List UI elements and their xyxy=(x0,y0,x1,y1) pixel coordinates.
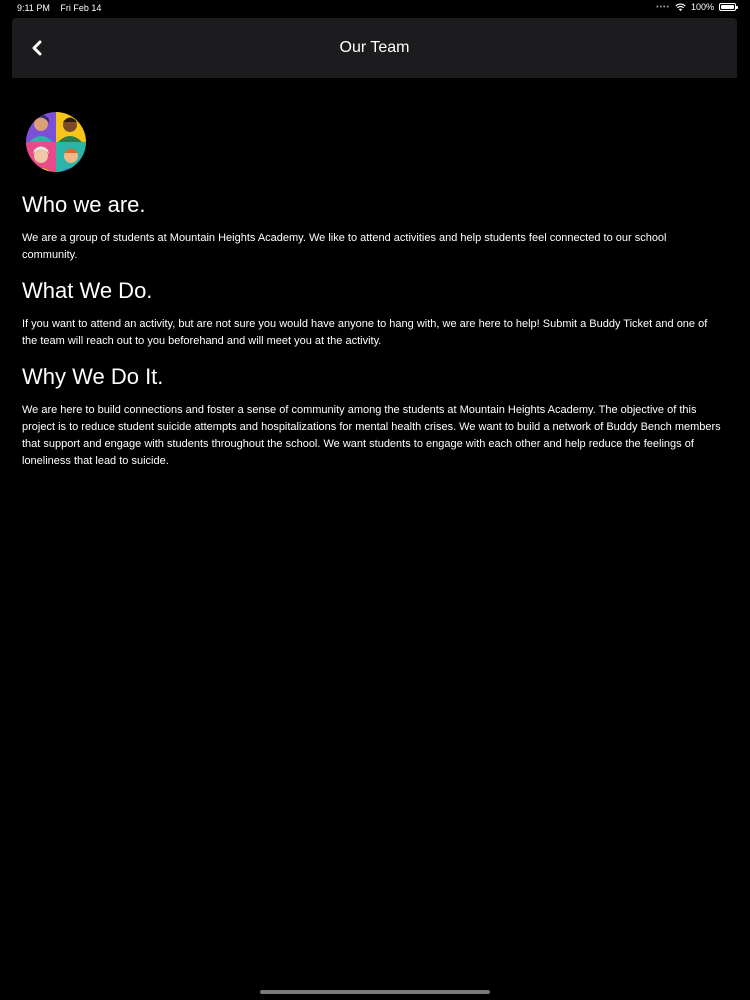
home-indicator[interactable] xyxy=(260,990,490,994)
content xyxy=(22,108,722,470)
battery-label: 100% xyxy=(690,2,714,12)
status-time: 9:11 PM xyxy=(17,3,50,13)
status-date: Fri Feb 14 xyxy=(60,3,102,13)
paragraph-who-we-are: We are a group of students at Mountain Heights Academy. We like to attend activities and help students feel connected to our school community. xyxy=(22,232,667,261)
status-bar xyxy=(0,0,750,16)
team-avatar-icon xyxy=(24,108,88,174)
page-title: Our Team xyxy=(339,39,410,56)
battery-icon xyxy=(719,3,736,11)
battery-fill xyxy=(721,5,734,9)
battery-cap xyxy=(736,6,738,9)
nav-bar xyxy=(12,18,737,78)
heading-who-we-are: Who we are. xyxy=(22,192,146,217)
status-right xyxy=(656,2,736,12)
heading-what-we-do: What We Do. xyxy=(22,278,153,303)
paragraph-why-we-do-it: We are here to build connections and foster a sense of community among the students at Mountain Heights Academy. The objective of this project is to reduce student suicide attempts and hospitalizations for mental health crises. We want to build a network of Buddy Bench members that support and engage with students throughout the school. We want students to engage with each other and help reduce the feelings of loneliness that lead to suicide. xyxy=(22,404,721,467)
signal-dots-icon: •••• xyxy=(656,3,670,11)
paragraph-what-we-do: If you want to attend an activity, but are not sure you would have anyone to hang with, we are here to help! Submit a Buddy Ticket and one of the team will reach out to you beforehand and will meet you at the activity. xyxy=(22,318,708,347)
wifi-icon xyxy=(675,3,686,12)
status-left xyxy=(17,3,101,13)
heading-why-we-do-it: Why We Do It. xyxy=(22,364,164,389)
